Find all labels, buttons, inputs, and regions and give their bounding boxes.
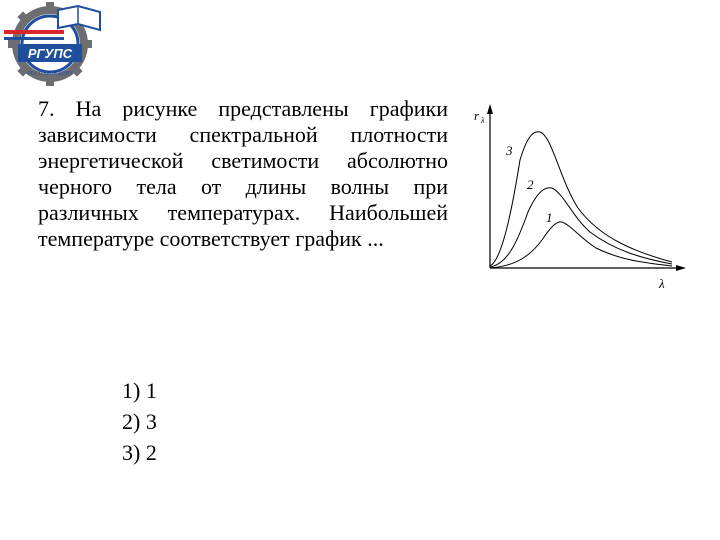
curve-2 — [490, 188, 672, 267]
answer-option-2[interactable]: 2) 3 — [122, 409, 157, 434]
curve-1 — [490, 222, 672, 268]
university-logo — [0, 0, 108, 88]
logo-ring-text: РОСТОВ-НА-ДОНУ — [27, 71, 73, 77]
answer-list — [122, 375, 157, 468]
curve-label-2: 2 — [527, 177, 534, 192]
y-axis-arrow-icon — [487, 104, 493, 114]
y-axis-subscript: λ — [481, 116, 485, 125]
y-axis-label: r — [474, 108, 480, 123]
logo-text: РГУПС — [27, 46, 73, 61]
curve-label-3: 3 — [506, 143, 513, 158]
curve-3 — [490, 132, 672, 266]
answer-option-1[interactable]: 1) 1 — [122, 378, 157, 403]
curve-label-1: 1 — [546, 210, 553, 225]
spectral-curves-figure — [460, 100, 690, 300]
x-axis-label: λ — [659, 276, 665, 291]
x-axis-arrow-icon — [676, 265, 686, 271]
answer-option-3[interactable]: 3) 2 — [122, 440, 157, 465]
question-text: 7. На рисунке представлены графики зависимости спектральной плотности энергетической светимости абсолютно черного тела от длины волны при различных температурах. Наибольшей температуре соответствует график ... — [38, 96, 448, 251]
